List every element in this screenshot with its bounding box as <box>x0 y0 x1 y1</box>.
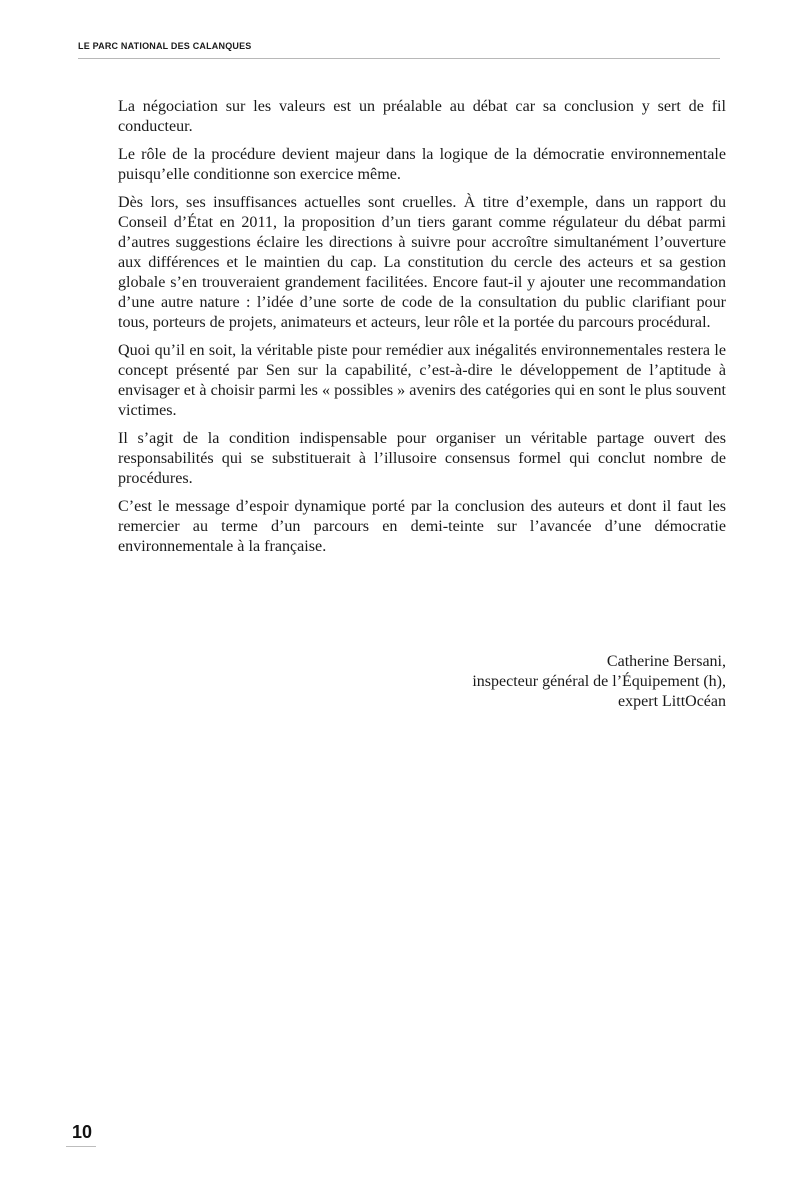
signature-block <box>472 652 726 712</box>
paragraph: Le rôle de la procédure devient majeur dans la logique de la démocratie environnementale puisqu’elle conditionne son exercice même. <box>118 146 726 183</box>
body-text <box>118 97 726 565</box>
paragraph: Il s’agit de la condition indispensable pour organiser un véritable partage ouvert des responsabilités qui se substituerait à l’illusoire consensus formel qui conclut nombre de procédures. <box>118 430 726 487</box>
paragraph: Dès lors, ses insuffisances actuelles sont cruelles. À titre d’exemple, dans un rapport du Conseil d’État en 2011, la proposition d’un tiers garant comme régulateur du débat parmi d’autres suggestions éclaire les directions à suivre pour accroître simultanément l’ouverture aux différences et le maintien du cap. La constitution du cercle des acteurs et sa gestion globale s’en trouveraient grandement facilitées. Encore faut-il y ajouter une recommandation d’une autre nature : l’idée d’une sorte de code de la consultation du public clarifiant pour tous, porteurs de projets, animateurs et acteurs, leur rôle et la portée du parcours procédural. <box>118 194 726 331</box>
footer-rule <box>66 1146 96 1147</box>
signature-role: inspecteur général de l’Équipement (h), <box>472 673 726 690</box>
signature-affiliation: expert LittOcéan <box>618 693 726 710</box>
running-header-title: LE PARC NATIONAL DES CALANQUES <box>78 41 252 51</box>
paragraph: La négociation sur les valeurs est un préalable au débat car sa conclusion y sert de fil conducteur. <box>118 98 726 135</box>
page-number: 10 <box>72 1122 93 1142</box>
paragraph: C’est le message d’espoir dynamique porté par la conclusion des auteurs et dont il faut les remercier au terme d’un parcours en demi-teinte sur l’avancée d’une démocratie environnementale à la française. <box>118 498 726 555</box>
running-header <box>78 40 720 59</box>
signature-name: Catherine Bersani, <box>606 653 726 670</box>
paragraph: Quoi qu’il en soit, la véritable piste pour remédier aux inégalités environnementales restera le concept présenté par Sen sur la capabilité, c’est-à-dire le développement de l’aptitude à envisager et à choisir parmi les « possibles » avenirs des catégories qui en sont le plus souvent victimes. <box>118 342 726 419</box>
